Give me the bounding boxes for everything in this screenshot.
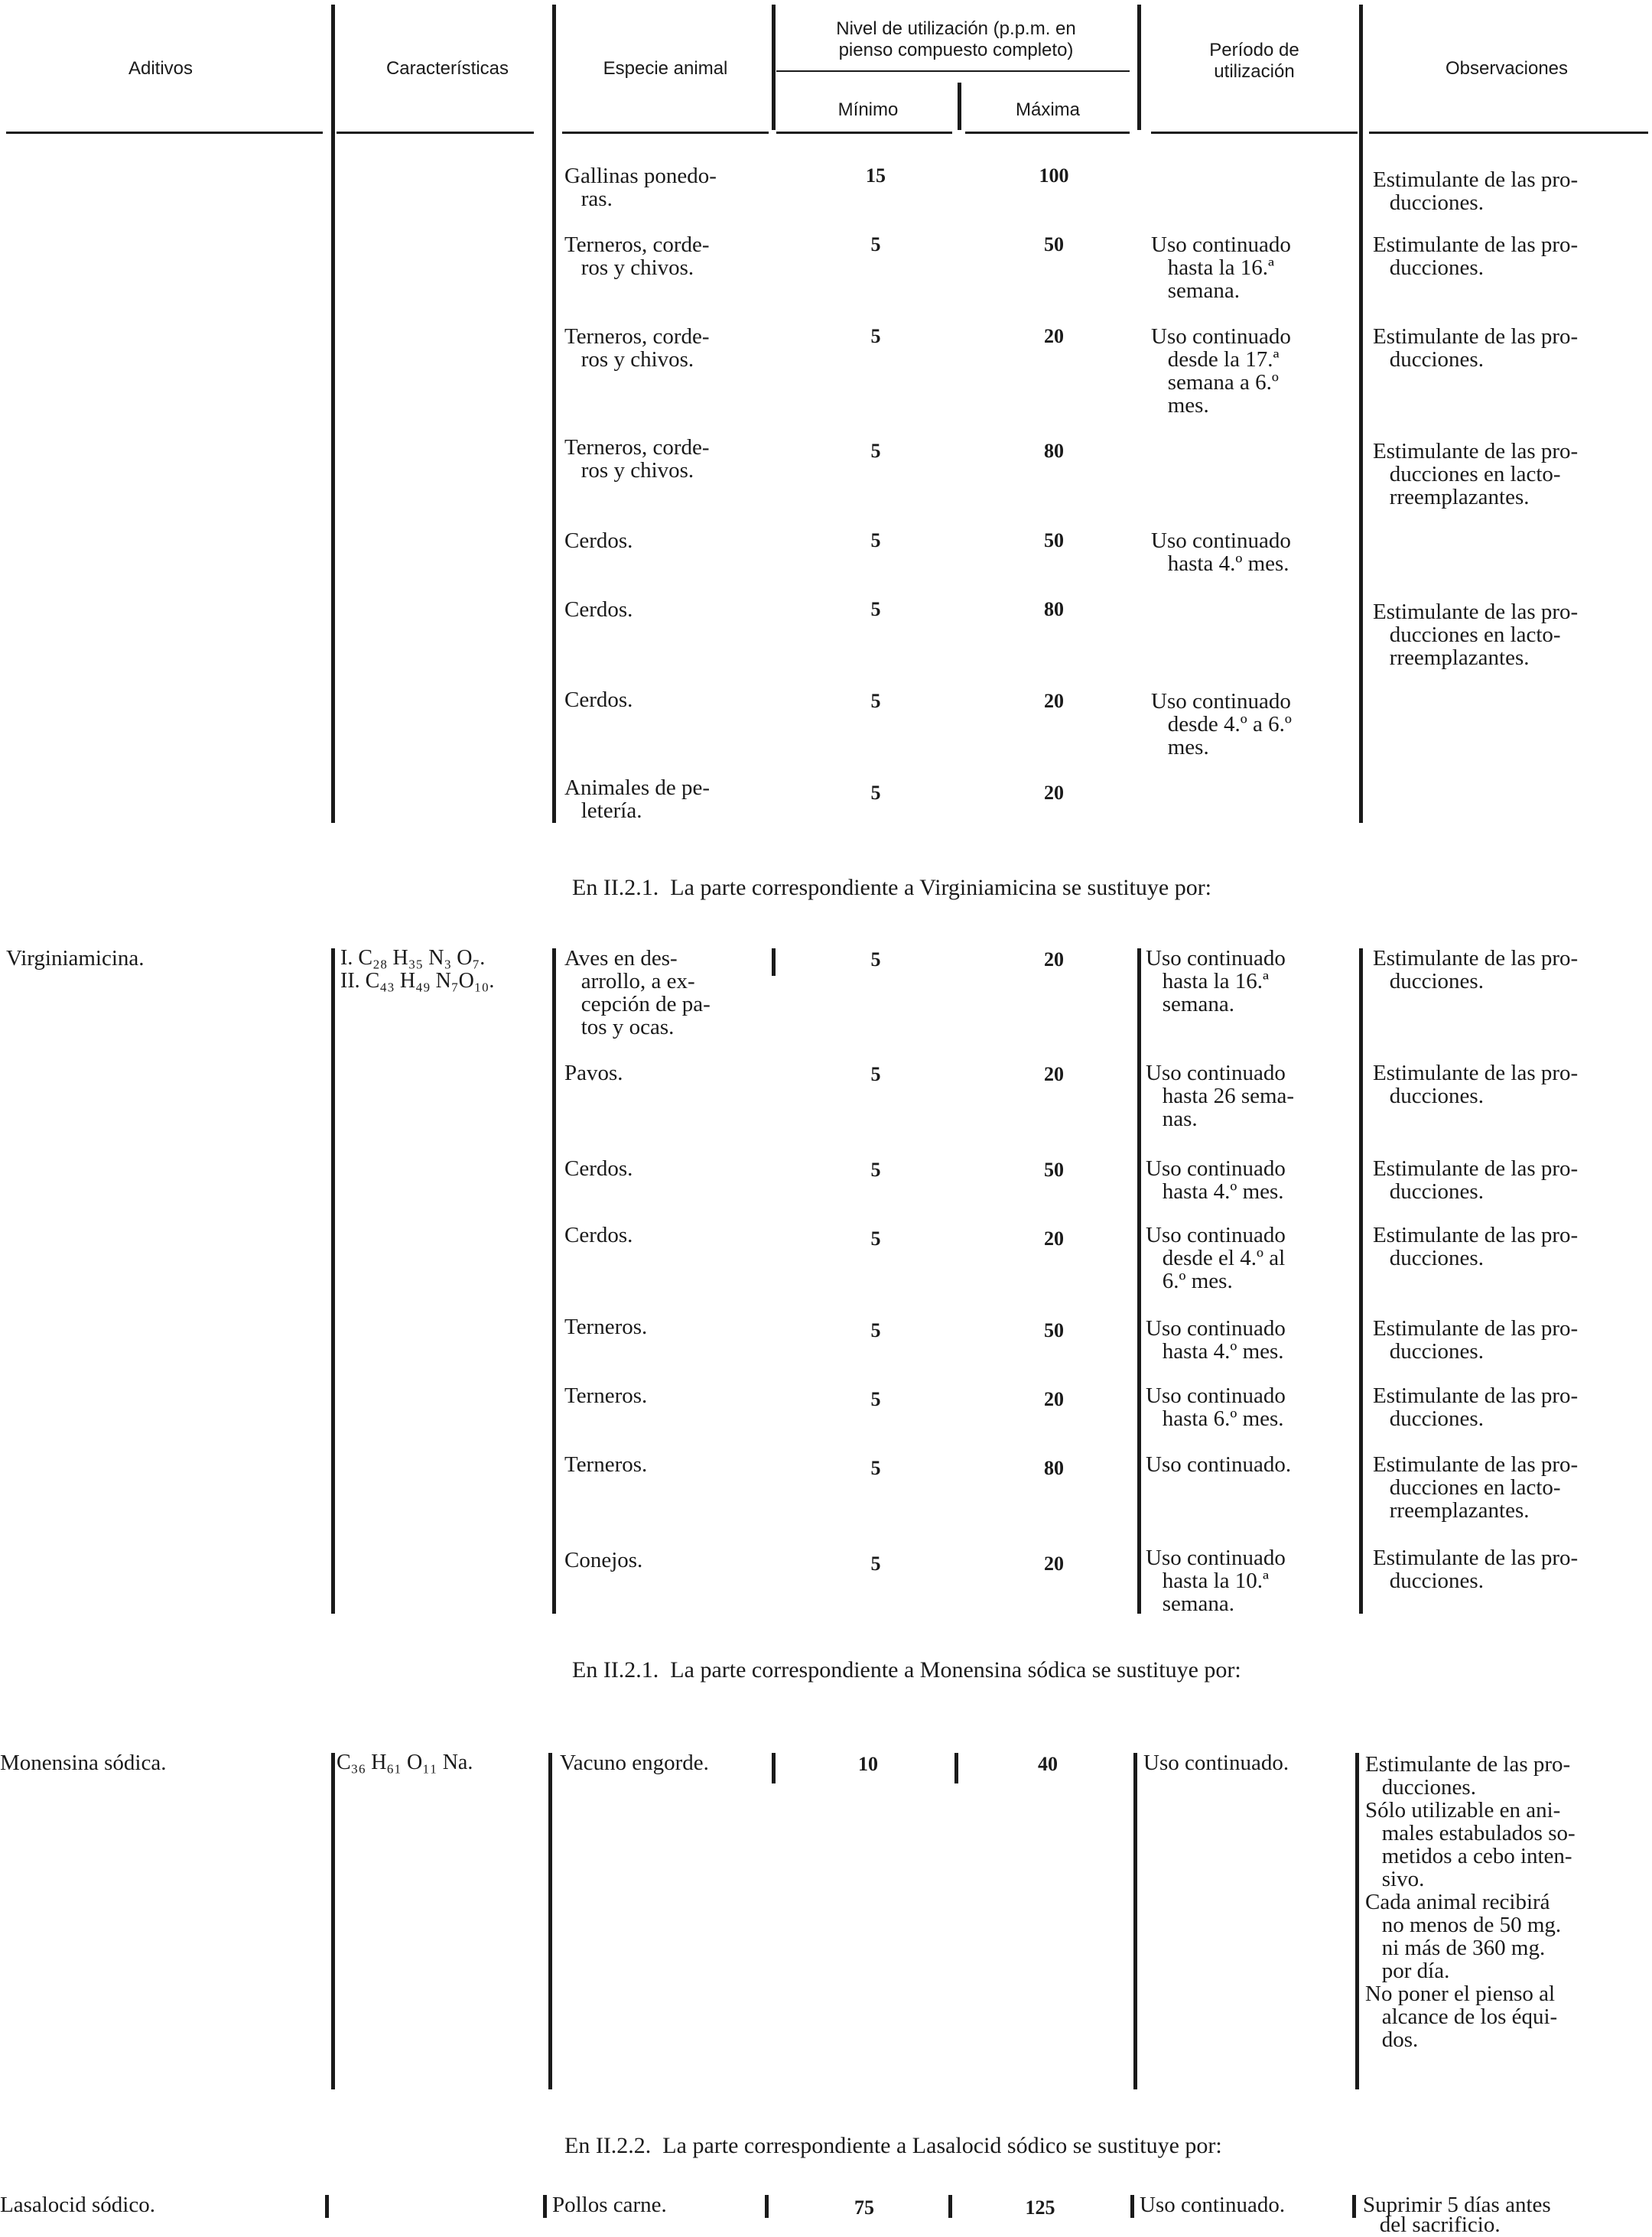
section-heading: En II.2.1. La parte correspondiente a Virginiamicina se sustituye por: <box>572 875 1212 900</box>
especie-cell: Cerdos. <box>564 1156 633 1181</box>
col-divider <box>552 948 556 1614</box>
col-divider <box>543 2195 547 2218</box>
periodo-cell: Uso continuado hasta la 16.ª semana. <box>1146 946 1286 1016</box>
min-value: 5 <box>870 1457 881 1479</box>
section-heading: En II.2.1. La parte correspondiente a Monensina sódica se sustituye por: <box>572 1657 1241 1683</box>
caracteristicas-cell: C₃₆ H₆₁ O₁₁ Na. <box>337 1751 473 1774</box>
obs-cell: Estimulante de las pro- ducciones. <box>1373 1546 1579 1593</box>
min-value: 75 <box>854 2196 874 2219</box>
header-nivel: Nivel de utilización (p.p.m. en pienso compuesto completo) <box>836 18 1076 60</box>
max-value: 80 <box>1044 598 1064 620</box>
max-value: 50 <box>1044 1319 1064 1341</box>
min-value: 5 <box>870 1319 881 1341</box>
especie-cell: Terneros. <box>564 1315 648 1339</box>
especie-cell: Pollos carne. <box>552 2193 667 2217</box>
section-heading: En II.2.2. La parte correspondiente a Lasalocid sódico se sustituye por: <box>564 2133 1222 2158</box>
min-value: 10 <box>858 1753 878 1775</box>
header-rule <box>6 132 323 134</box>
obs-cell: Estimulante de las pro- ducciones en lacto- rreemplazantes. <box>1373 1452 1579 1523</box>
obs-cell: Estimulante de las pro- ducciones. <box>1373 232 1579 280</box>
obs-cell: Estimulante de las pro- ducciones. <box>1373 1061 1579 1108</box>
periodo-cell: Uso continuado desde la 17.ª semana a 6.º mes. <box>1151 324 1291 418</box>
min-value: 5 <box>870 1063 881 1085</box>
periodo-cell: Uso continuado. <box>1140 2193 1286 2217</box>
min-value: 5 <box>870 1227 881 1250</box>
header-rule <box>1369 132 1648 134</box>
especie-cell: Terneros. <box>564 1452 648 1477</box>
aditivo-name: Monensina sódica. <box>0 1751 167 1775</box>
periodo-cell: Uso continuado desde 4.º a 6.º mes. <box>1151 689 1292 759</box>
periodo-cell: Uso continuado hasta 6.º mes. <box>1146 1383 1286 1431</box>
max-value: 20 <box>1044 1227 1064 1250</box>
especie-cell: Terneros, corde- ros y chivos. <box>564 435 710 483</box>
min-value: 5 <box>870 1388 881 1410</box>
col-divider <box>552 5 556 823</box>
header-especie: Especie animal <box>603 58 728 79</box>
col-divider <box>765 2195 769 2218</box>
min-value: 5 <box>870 325 881 347</box>
periodo-cell: Uso continuado desde el 4.º al 6.º mes. <box>1146 1223 1286 1293</box>
col-divider <box>772 1753 776 1783</box>
max-value: 100 <box>1039 164 1069 187</box>
obs-cell: Estimulante de las pro- ducciones. <box>1373 1223 1579 1270</box>
col-divider <box>772 5 776 130</box>
min-value: 5 <box>870 440 881 462</box>
periodo-cell: Uso continuado. <box>1143 1751 1289 1775</box>
header-rule <box>965 132 1130 134</box>
max-value: 20 <box>1044 1388 1064 1410</box>
min-value: 5 <box>870 690 881 712</box>
header-rule <box>337 132 534 134</box>
col-divider <box>948 2195 952 2218</box>
periodo-cell: Uso continuado hasta la 10.ª semana. <box>1146 1546 1286 1616</box>
especie-cell: Terneros, corde- ros y chivos. <box>564 232 710 280</box>
min-value: 15 <box>866 164 886 187</box>
obs-cell: Estimulante de las pro- ducciones. <box>1373 1316 1579 1364</box>
obs-cell: Estimulante de las pro- ducciones. <box>1373 167 1579 215</box>
header-rule-nivel <box>776 70 1130 72</box>
max-value: 20 <box>1044 690 1064 712</box>
col-divider <box>331 948 335 1614</box>
min-value: 5 <box>870 948 881 971</box>
periodo-cell: Uso continuado hasta 4.º mes. <box>1151 528 1291 576</box>
periodo-cell: Uso continuado. <box>1146 1452 1292 1477</box>
obs-cell: Estimulante de las pro- ducciones. <box>1373 1383 1579 1431</box>
max-value: 80 <box>1044 440 1064 462</box>
min-value: 5 <box>870 233 881 255</box>
col-divider <box>325 2195 329 2218</box>
min-value: 5 <box>870 598 881 620</box>
min-value: 5 <box>870 1159 881 1181</box>
obs-cell: Estimulante de las pro- ducciones. Sólo utilizable en ani- males estabulados so- metidos a cebo inten- sivo. Cada animal recibirá no menos de 50 mg. ni más de 360 mg. por día. No poner el pienso al alcance de los équi- dos. <box>1365 1752 1576 2052</box>
caracteristicas-cell: I. C₂₈ H₃₅ N₃ O₇. II. C₄₃ H₄₉ N₇O₁₀. <box>340 946 495 993</box>
max-value: 50 <box>1044 1159 1064 1181</box>
header-rule <box>776 132 952 134</box>
min-value: 5 <box>870 1553 881 1575</box>
col-divider <box>958 83 961 130</box>
max-value: 20 <box>1044 1063 1064 1085</box>
header-caracteristicas: Características <box>385 58 509 79</box>
max-value: 20 <box>1044 1553 1064 1575</box>
especie-cell: Conejos. <box>564 1548 643 1572</box>
max-value: 40 <box>1038 1753 1058 1775</box>
col-divider <box>1130 2195 1134 2218</box>
max-value: 20 <box>1044 782 1064 804</box>
max-value: 50 <box>1044 529 1064 551</box>
min-value: 5 <box>870 529 881 551</box>
col-divider <box>1352 2195 1356 2218</box>
col-divider <box>1355 1753 1359 2089</box>
especie-cell: Cerdos. <box>564 1223 633 1247</box>
aditivo-name: Virginiamicina. <box>6 946 145 971</box>
especie-cell: Terneros, corde- ros y chivos. <box>564 324 710 372</box>
col-divider <box>1133 1753 1137 2089</box>
periodo-cell: Uso continuado hasta 26 sema- nas. <box>1146 1061 1295 1131</box>
especie-cell: Animales de pe- letería. <box>564 775 711 823</box>
max-value: 20 <box>1044 948 1064 971</box>
obs-cell: Estimulante de las pro- ducciones en lacto- rreemplazantes. <box>1373 600 1579 670</box>
col-divider <box>1359 948 1363 1614</box>
header-maximo: Máxima <box>1015 99 1080 120</box>
col-divider <box>331 5 335 823</box>
header-rule <box>1151 132 1358 134</box>
header-aditivos: Aditivos <box>128 58 193 79</box>
aditivo-name: Lasalocid sódico. <box>0 2193 155 2217</box>
col-divider <box>772 948 776 976</box>
especie-cell: Vacuno engorde. <box>560 1751 709 1775</box>
max-value: 80 <box>1044 1457 1064 1479</box>
obs-cell: Suprimir 5 días antes del sacrificio. <box>1363 2193 1551 2237</box>
obs-cell: Estimulante de las pro- ducciones. <box>1373 1156 1579 1204</box>
periodo-cell: Uso continuado hasta 4.º mes. <box>1146 1156 1286 1204</box>
periodo-cell: Uso continuado hasta 4.º mes. <box>1146 1316 1286 1364</box>
col-divider <box>331 1753 335 2089</box>
header-periodo: Período de utilización <box>1209 40 1299 82</box>
col-divider <box>548 1753 552 2089</box>
especie-cell: Aves en des- arrollo, a ex- cepción de pa- tos y ocas. <box>564 946 711 1039</box>
obs-cell: Estimulante de las pro- ducciones. <box>1373 324 1579 372</box>
header-rule <box>562 132 769 134</box>
especie-cell: Pavos. <box>564 1061 623 1085</box>
max-value: 125 <box>1025 2196 1055 2219</box>
especie-cell: Terneros. <box>564 1383 648 1408</box>
col-divider <box>1137 5 1141 130</box>
obs-cell: Estimulante de las pro- ducciones en lacto- rreemplazantes. <box>1373 439 1579 509</box>
header-observaciones: Observaciones <box>1445 58 1569 79</box>
especie-cell: Cerdos. <box>564 528 633 553</box>
periodo-cell: Uso continuado hasta la 16.ª semana. <box>1151 232 1291 303</box>
col-divider <box>1137 948 1141 1614</box>
min-value: 5 <box>870 782 881 804</box>
obs-cell: Estimulante de las pro- ducciones. <box>1373 946 1579 993</box>
especie-cell: Cerdos. <box>564 597 633 622</box>
max-value: 20 <box>1044 325 1064 347</box>
col-divider <box>954 1753 958 1783</box>
header-minimo: Mínimo <box>837 99 899 120</box>
especie-cell: Cerdos. <box>564 688 633 712</box>
max-value: 50 <box>1044 233 1064 255</box>
especie-cell: Gallinas ponedo- ras. <box>564 164 717 211</box>
col-divider <box>1359 5 1363 823</box>
